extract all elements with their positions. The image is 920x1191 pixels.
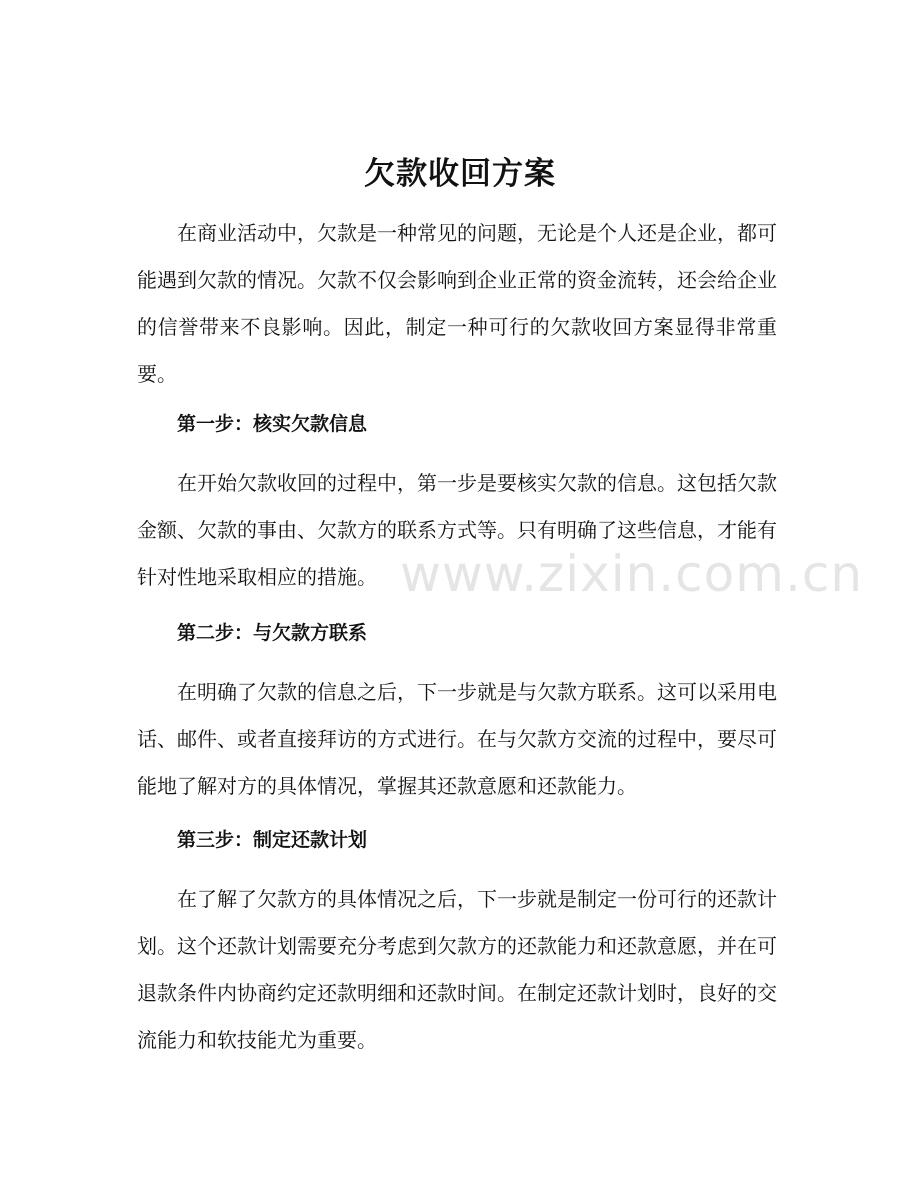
section-1-body: 在开始欠款收回的过程中，第一步是要核实欠款的信息。这包括欠款金额、欠款的事由、欠款方的联系方式等。只有明确了这些信息，才能有针对性地采取相应的措施。 [137, 471, 777, 589]
section-2-body: 在明确了欠款的信息之后，下一步就是与欠款方联系。这可以采用电话、邮件、或者直接拜访的方式进行。在与欠款方交流的过程中，要尽可能地了解对方的具体情况，掌握其还款意愿和还款能力。 [137, 680, 777, 798]
section-3-heading: 第三步：制定还款计划 [177, 829, 368, 851]
intro-paragraph: 在商业活动中，欠款是一种常见的问题，无论是个人还是企业，都可能遇到欠款的情况。欠款不仅会影响到企业正常的资金流转，还会给企业的信誉带来不良影响。因此，制定一种可行的欠款收回方案显得非常重要。 [137, 221, 777, 386]
section-2-heading: 第二步：与欠款方联系 [177, 622, 368, 644]
section-3-body: 在了解了欠款方的具体情况之后，下一步就是制定一份可行的还款计划。这个还款计划需要充分考虑到欠款方的还款能力和还款意愿，并在可退款条件内协商约定还款明细和还款时间。在制定还款计划时，良好的交流能力和软技能尤为重要。 [137, 887, 777, 1052]
document-title: 欠款收回方案 [364, 156, 556, 192]
section-1-heading: 第一步：核实欠款信息 [177, 413, 368, 435]
watermark-text: www.zixin.com.cn [400, 545, 864, 603]
